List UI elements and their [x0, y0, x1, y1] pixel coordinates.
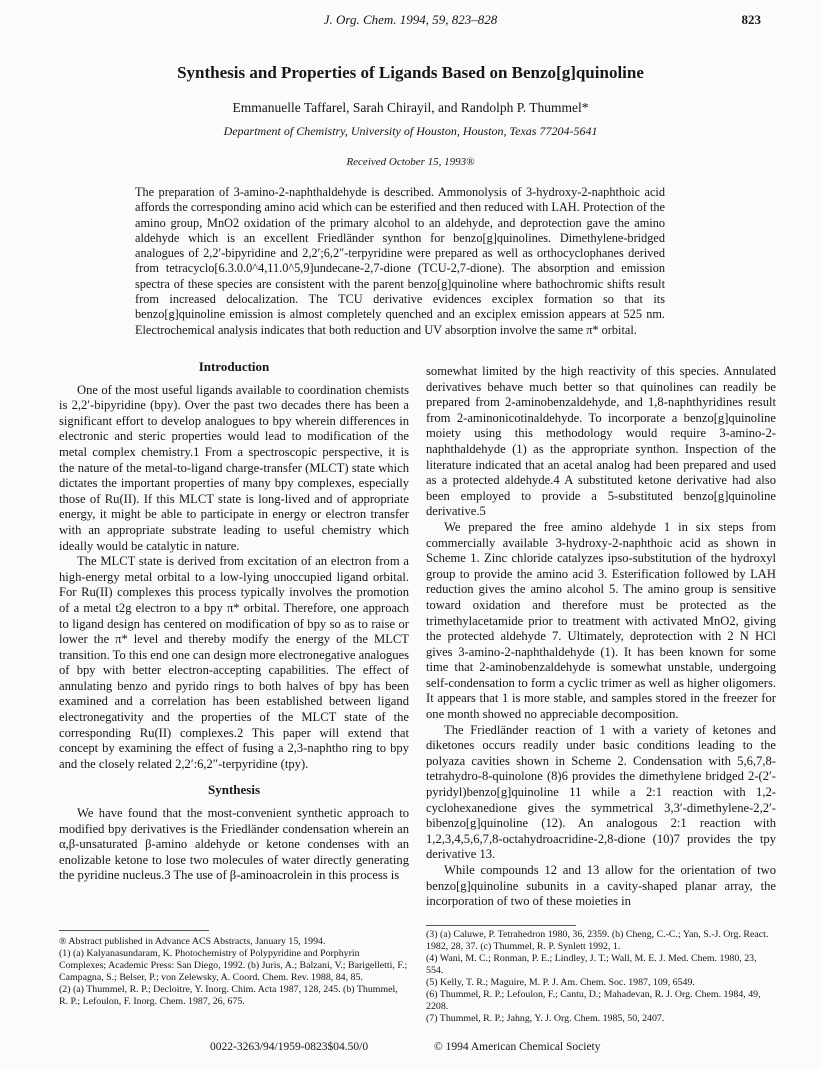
footnote: (4) Wani, M. C.; Ronman, P. E.; Lindley, J. T.; Wall, M. E. J. Med. Chem. 1980, 23, 554.	[426, 953, 757, 976]
journal-citation-header: J. Org. Chem. 1994, 59, 823–828	[323, 12, 498, 27]
footnote: (2) (a) Thummel, R. P.; Decloitre, Y. Inorg. Chim. Acta 1987, 128, 245. (b) Thummel, R. P.; Lefoulon, F. Inorg. Chem. 1987, 26, 675.	[59, 984, 398, 1007]
footnote: (7) Thummel, R. P.; Jahng, Y. J. Org. Chem. 1985, 50, 2407.	[426, 1013, 665, 1024]
article-code: 0022-3263/94/1959-0823$04.50/0	[210, 1041, 369, 1053]
footnote: ® Abstract published in Advance ACS Abstracts, January 15, 1994.	[59, 936, 326, 947]
footnote: (6) Thummel, R. P.; Lefoulon, F.; Cantu, D.; Mahadevan, R. J. Org. Chem. 1984, 49, 2208.	[426, 989, 761, 1012]
synthesis-paragraph: We have found that the most-convenient synthetic approach to modified bpy derivatives is the Friedländer condensation wherein an α,β-unsaturated β-amino aldehyde or ketone condenses with an enolizable ketone to lose two molecules of water directly generating the pyridine nucleus.3 The use of β-aminoacrolein in this process is	[59, 806, 409, 883]
article-authors: Emmanuelle Taffarel, Sarah Chirayil, and Randolph P. Thummel*	[232, 100, 589, 115]
copyright-notice: © 1994 American Chemical Society	[434, 1041, 601, 1053]
intro-paragraph: The MLCT state is derived from excitation of an electron from a high-energy metal orbital to a low-lying unoccupied ligand orbital. For Ru(II) complexes this process typically involves the promotion of a metal t2g electron to a bpy π* orbital. Therefore, one approach to ligand design has centered on modification of bpy so as to raise or lower the π* level and thereby modify the energy of the MLCT transition. To this end one can design more electronegative analogues of bpy with better electron-accepting capabilities. The effect of annulating benzo and pyrido rings to both halves of bpy has been examined and a correlation has been established between ligand electronegativity and the properties of the MLCT state of the corresponding Ru(II) complexes.2 This paper will extend that concept by examining the effect of fusing a 2,3-naphtho ring to bpy and the closely related 2,2′:6,2″-terpyridine (tpy).	[59, 554, 410, 771]
footnotes-left	[59, 936, 409, 1008]
body-paragraph: We prepared the free amino aldehyde 1 in six steps from commercially available 3-hydroxy-2-naphthoic acid as shown in Scheme 1. Zinc chloride catalyzes ipso-substitution of the hydroxyl group to provide the amino acid 3. Esterification followed by LAH reduction gives the amino alcohol 5. The amino group is sensitive toward oxidation and therefore must be protected as the trimethylacetamide prior to treatment with activated MnO2, giving the protected aldehyde 7. Ultimately, deprotection with 2 N HCl gives 3-amino-2-naphthaldehyde (1). It has been known for some time that 2-aminobenzaldehyde is somewhat unstable, undergoing self-condensation to form a cyclic trimer as well as higher oligomers. It appears that 1 is more stable, and samples stored in the freezer for one month showed no appreciable decomposition.	[426, 519, 776, 722]
abstract: The preparation of 3-amino-2-naphthaldehyde is described. Ammonolysis of 3-hydroxy-2-naphthoic acid affords the corresponding amino acid which can be esterified and then reduced with LAH. Protection of the amino group, MnO2 oxidation of the primary alcohol to an aldehyde, and deprotection gave the amino aldehyde which is an excellent Friedländer synthon for benzo[g]quinolines. Dimethylene-bridged analogues of 2,2′-bipyridine and 2,2′;6,2″-terpyridine were prepared as well as orthocyclophanes derived from tetracyclo[6.3.0.0^4,11.0^5,9]undecane-2,7-dione (TCU-2,7-dione). The absorption and emission spectra of these species are consistent with the parent benzo[g]quinoline where bathochromic shifts result from increased delocalization. The TCU derivative evidences exciplex formation so that its benzo[g]quinoline emission is almost completely quenched and an exciplex emission appears at 525 nm. Electrochemical analysis indicates that both reduction and UV absorption involve the same π* orbital.	[135, 185, 665, 337]
received-date: Received October 15, 1993®	[346, 156, 475, 168]
author-affiliation: Department of Chemistry, University of Houston, Houston, Texas 77204-5641	[223, 124, 598, 138]
footnote: (5) Kelly, T. R.; Maguire, M. P. J. Am. Chem. Soc. 1987, 109, 6549.	[426, 977, 695, 988]
page-number: 823	[741, 12, 761, 27]
footnotes-right	[426, 929, 776, 1025]
footnote: (1) (a) Kalyanasundaram, K. Photochemistry of Polypyridine and Porphyrin Complexes; Academic Press: San Diego, 1992. (b) Juris, A.; Balzani, V.; Barigelletti, F.; Campagna, S.; Belser, P.; von Zelewsky, A. Coord. Chem. Rev. 1988, 84, 85.	[59, 948, 408, 983]
introduction-heading: Introduction	[198, 359, 270, 374]
footnote-rule-right	[426, 925, 576, 926]
article-title: Synthesis and Properties of Ligands Based on Benzo[g]quinoline	[177, 63, 644, 82]
body-paragraph: somewhat limited by the high reactivity of this species. Annulated derivatives behave much better so that quinolines can readily be prepared from 2-aminobenzaldehyde, and 1,8-naphthyridines result from 2-aminonicotinaldehyde. To incorporate a benzo[g]quinoline moiety using this methodology would require 3-amino-2-naphthaldehyde (1) as the appropriate synthon. Inspection of the literature indicated that an acetal analog had been prepared and used as a protected aldehyde.4 A substituted ketone derivative had also been employed to provide a 5-substituted benzo[g]quinoline derivative.5	[426, 364, 776, 519]
left-column	[59, 355, 409, 884]
synthesis-heading: Synthesis	[207, 782, 261, 798]
right-column	[426, 364, 776, 910]
body-paragraph: While compounds 12 and 13 allow for the orientation of two benzo[g]quinoline subunits in a cavity-shaped planar array, the incorporation of two of these moieties in	[426, 863, 776, 909]
intro-paragraph: One of the most useful ligands available to coordination chemists is 2,2′-bipyridine (bpy). Over the past two decades there has been a significant effort to develop analogues to bpy wherein differences in electronic and steric properties would lead to modification of the metal complex chemistry.1 From a spectroscopic perspective, it is the nature of the metal-to-ligand charge-transfer (MLCT) state which dictates the important properties of many bpy complexes, especially those of Ru(II). If this MLCT state is long-lived and of appropriate energy, it might be able to participate in energy or electron transfer with an appropriate substrate leading to useful chemistry which ideally would be catalytic in nature.	[59, 382, 409, 553]
footnote-rule-left	[59, 930, 209, 931]
footnote: (3) (a) Caluwe, P. Tetrahedron 1980, 36, 2359. (b) Cheng, C.-C.; Yan, S.-J. Org. React. 1982, 28, 37. (c) Thummel, R. P. Synlett 1992, 1.	[426, 929, 769, 952]
body-paragraph: The Friedländer reaction of 1 with a variety of ketones and diketones occurs readily under basic conditions leading to the polyaza cavities shown in Scheme 2. Condensation with 5,6,7,8-tetrahydro-8-quinolone (8)6 provides the dimethylene bridged 2-(2′-pyridyl)benzo[g]quinoline 11 while a 2:1 reaction with 1,2-cyclohexanedione gives the symmetrical 3,3′-dimethylene-2,2′-bibenzo[g]quinoline (12). An analogous 2:1 reaction with 1,2,3,4,5,6,7,8-octahydroacridine-2,8-dione (10)7 provides the tpy derivative 13.	[426, 722, 776, 862]
